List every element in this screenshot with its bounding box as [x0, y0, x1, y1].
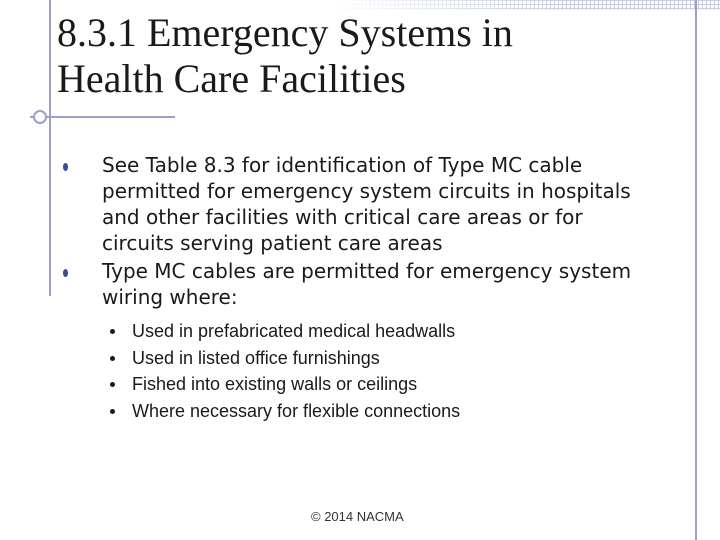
bullet-line: See Table 8.3 for identification of Type MC cable: [102, 153, 583, 177]
sub-bullet-text: Used in listed office furnishings: [132, 347, 380, 368]
main-bullet-list: [60, 152, 690, 312]
slide-title: [57, 10, 513, 102]
ring-ornament-icon: [33, 110, 47, 124]
sub-bullet-text: Fished into existing walls or ceilings: [132, 374, 418, 394]
copyright-footer: © 2014 NACMA: [311, 509, 404, 524]
sub-bullet-text: Used in prefabricated medical headwalls: [132, 321, 456, 341]
diamond-bullet-icon: [63, 269, 68, 277]
left-vertical-rule: [49, 0, 51, 296]
dot-bullet-icon: [110, 409, 115, 414]
bullet-line: permitted for emergency system circuits in hospitals: [102, 179, 631, 203]
sub-bullet-list: [110, 318, 460, 424]
sub-bullet-item: [110, 398, 460, 425]
sub-bullet-item: [110, 345, 460, 372]
sub-bullet-item: [110, 371, 460, 398]
bullet-line: wiring where:: [102, 285, 238, 309]
sub-bullet-item: [110, 318, 460, 345]
slide-title-line-2: Health Care Facilities: [57, 56, 406, 101]
bullet-table-reference: [60, 152, 690, 256]
grid-band-decoration: [330, 0, 720, 10]
sub-bullet-text: Where necessary for flexible connections: [132, 400, 461, 421]
slide-title-line-1: 8.3.1 Emergency Systems in: [57, 10, 513, 55]
bullet-line: Type MC cables are permitted for emergency system: [102, 259, 632, 283]
diamond-bullet-icon: [63, 163, 68, 171]
dot-bullet-icon: [110, 356, 115, 361]
bullet-line: and other facilities with critical care areas or for: [102, 205, 583, 229]
dot-bullet-icon: [110, 382, 115, 387]
dot-bullet-icon: [110, 329, 115, 334]
title-underline-rule: [30, 116, 175, 118]
bullet-permitted-wiring: [60, 258, 690, 310]
bullet-line: circuits serving patient care areas: [102, 231, 443, 255]
right-vertical-rule: [695, 0, 697, 540]
